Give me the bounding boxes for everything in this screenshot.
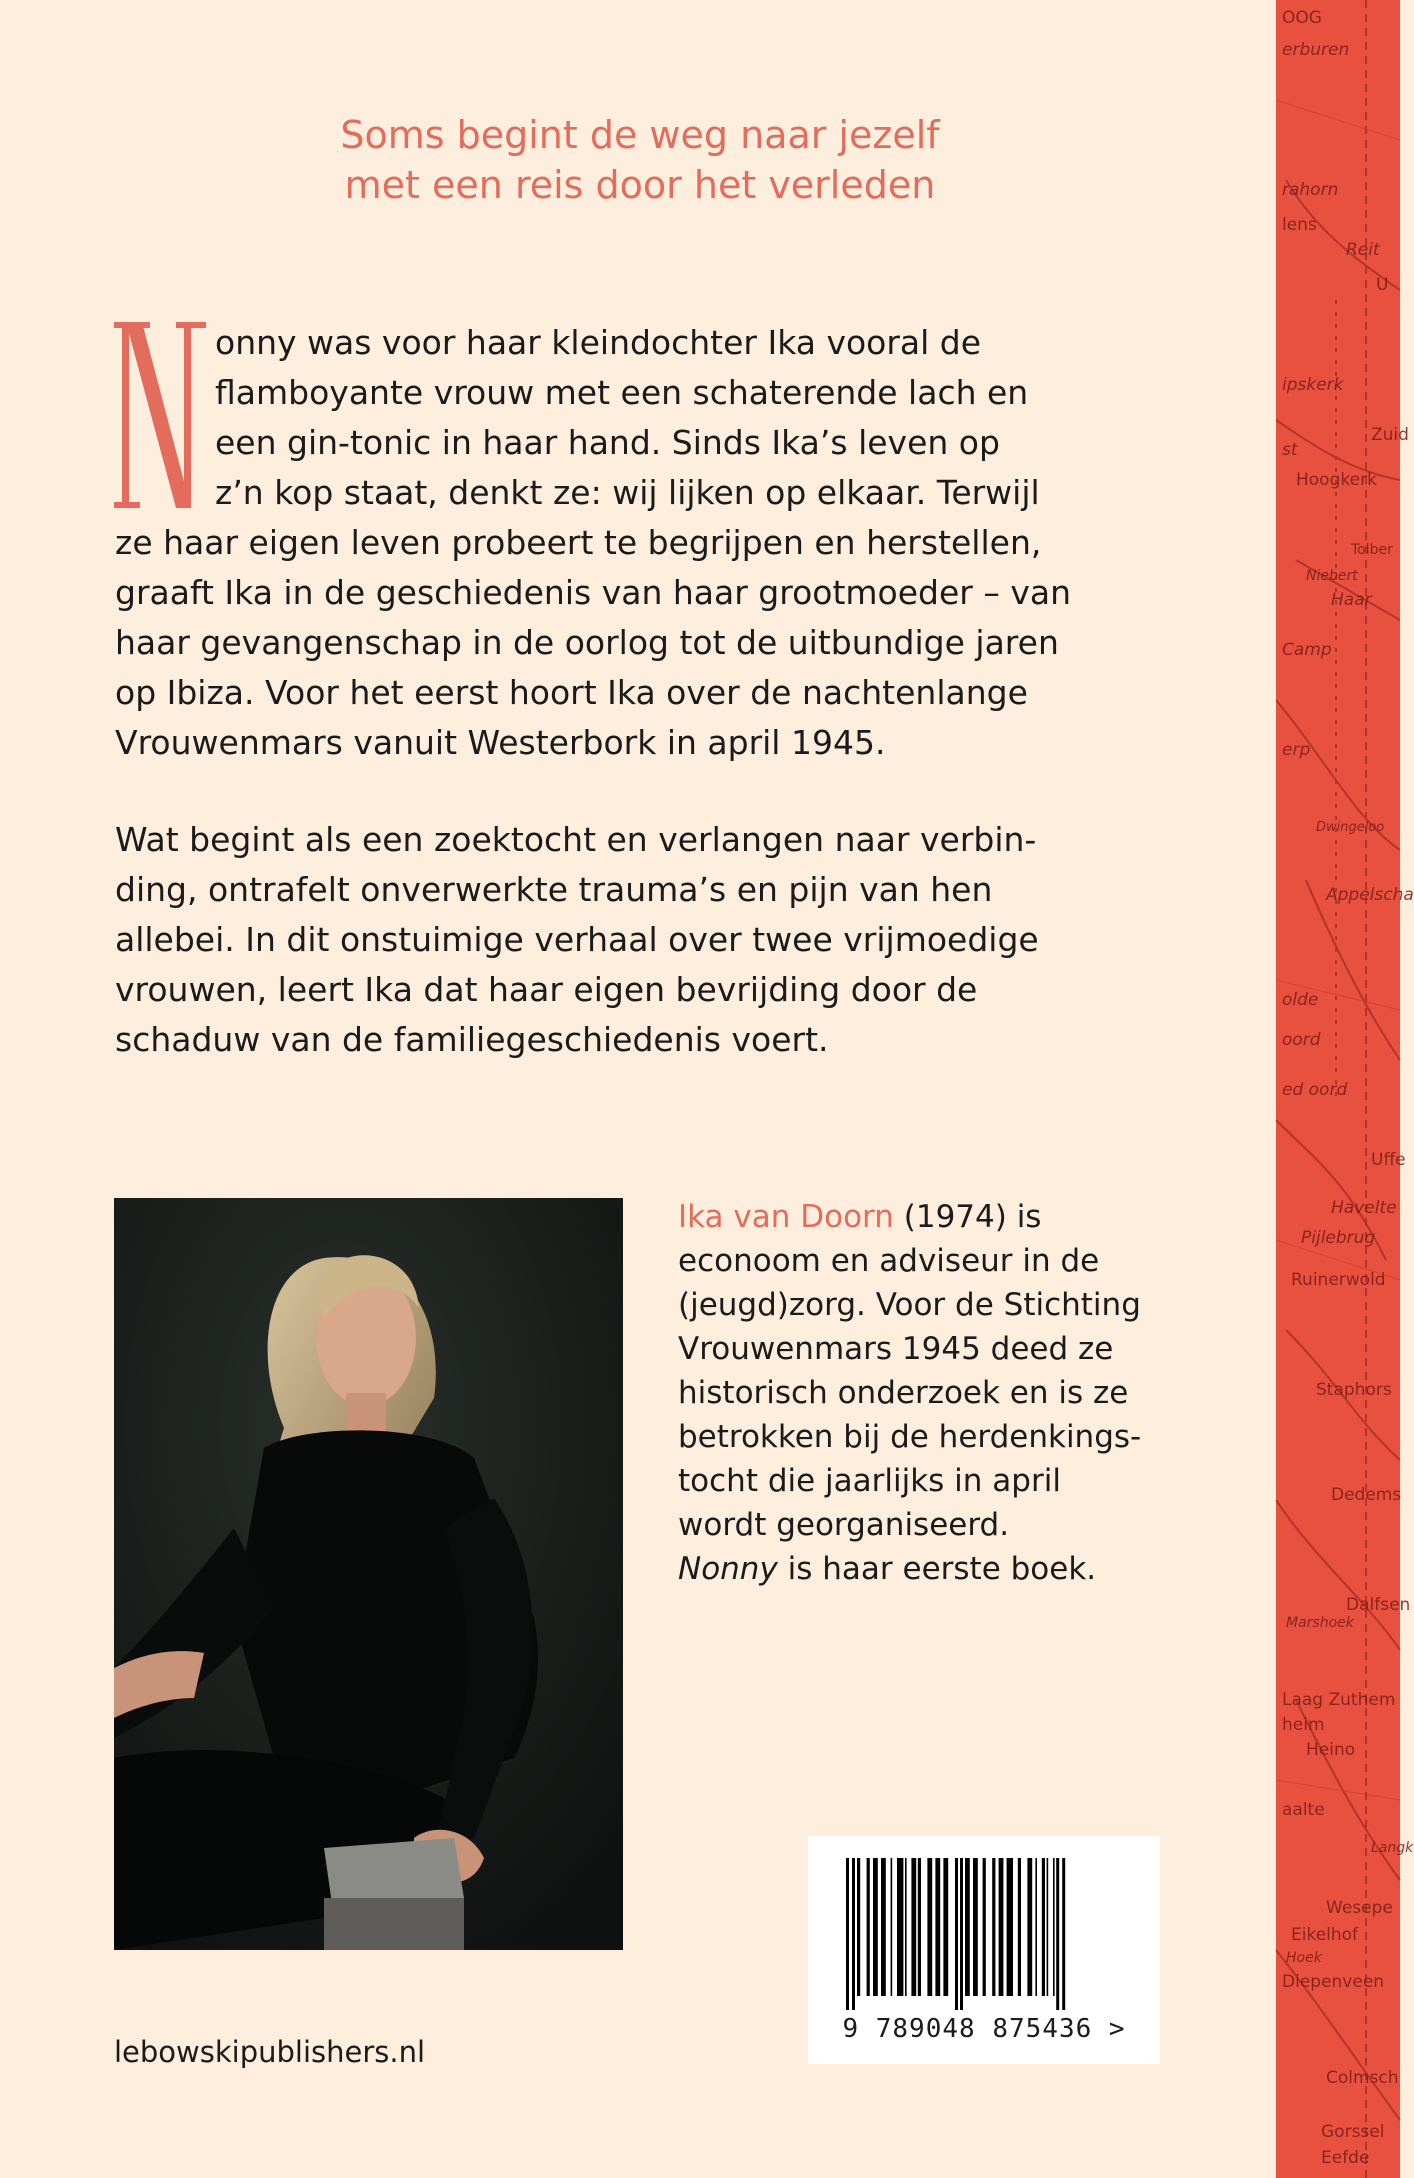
barcode-bar bbox=[857, 1858, 860, 1996]
blurb-line: schaduw van de familiegeschiedenis voert. bbox=[115, 1020, 829, 1059]
bio-line: tocht die jaarlijks in april bbox=[678, 1463, 1061, 1499]
map-label: Havelte bbox=[1331, 1198, 1397, 1218]
blurb-line: graaft Ika in de geschiedenis van haar grootmoeder – van bbox=[115, 573, 1071, 612]
blurb-line: onny was voor haar kleindochter Ika vooral de bbox=[215, 323, 982, 362]
blurb-line: Vrouwenmars vanuit Westerbork in april 1945. bbox=[115, 723, 886, 762]
bio-line: econoom en adviseur in de bbox=[678, 1243, 1100, 1279]
bio-line-rest: is haar eerste boek. bbox=[777, 1551, 1097, 1587]
map-label: Dedems bbox=[1331, 1485, 1402, 1505]
map-label: Reit bbox=[1346, 240, 1380, 260]
barcode-bar bbox=[897, 1858, 903, 1996]
author-photo bbox=[114, 1198, 623, 1950]
barcode-bar bbox=[911, 1858, 916, 1996]
tagline-line: Soms begint de weg naar jezelf bbox=[340, 113, 940, 157]
blurb-line: vrouwen, leert Ika dat haar eigen bevrijding door de bbox=[115, 970, 978, 1009]
isbn-barcode bbox=[808, 1836, 1160, 2064]
map-label: Pijlebrug bbox=[1301, 1228, 1376, 1248]
blurb-line: een gin-tonic in haar hand. Sinds Ika’s leven op bbox=[215, 423, 1000, 462]
map-label: Hoek bbox=[1286, 1950, 1322, 1966]
map-label: lens bbox=[1282, 215, 1317, 235]
tagline bbox=[140, 110, 1140, 210]
author-bio bbox=[678, 1195, 1218, 1591]
isbn-number bbox=[808, 2014, 1160, 2044]
map-label: Heino bbox=[1306, 1740, 1356, 1760]
barcode-bar bbox=[881, 1858, 886, 1996]
isbn-group-1: 789048 bbox=[875, 2014, 976, 2044]
map-label: Marshoek bbox=[1286, 1615, 1354, 1631]
barcode-bar bbox=[999, 1858, 1004, 1996]
map-label: oord bbox=[1282, 1030, 1321, 1050]
map-label: Niebert bbox=[1306, 568, 1358, 584]
barcode-bar bbox=[992, 1858, 995, 1996]
map-label: Hoogkerk bbox=[1296, 470, 1377, 490]
blurb-line: haar gevangenschap in de oorlog tot de uitbundige jaren bbox=[115, 623, 1059, 662]
map-label: st bbox=[1282, 440, 1298, 460]
barcode-bar bbox=[935, 1858, 940, 1996]
barcode-bar bbox=[1018, 1858, 1021, 1996]
map-label: Staphors bbox=[1316, 1380, 1392, 1400]
bio-line: historisch onderzoek en is ze bbox=[678, 1375, 1129, 1411]
barcode-bar bbox=[960, 1858, 963, 2010]
isbn-first-digit: 9 bbox=[842, 2014, 860, 2044]
barcode-bar bbox=[1062, 1858, 1065, 2010]
barcode-bar bbox=[927, 1858, 932, 1996]
barcode-bar bbox=[1007, 1858, 1013, 1996]
barcode-bar bbox=[873, 1858, 878, 1996]
barcode-bar bbox=[846, 1858, 849, 2010]
blurb-line: ding, ontrafelt onverwerkte trauma’s en pijn van hen bbox=[115, 870, 993, 909]
map-label: Dwingeloo bbox=[1316, 820, 1385, 835]
barcode-bar bbox=[1047, 1858, 1049, 1996]
map-label: Diepenveen bbox=[1282, 1972, 1385, 1992]
map-label: Laag Zuthem bbox=[1282, 1690, 1396, 1710]
barcode-bar bbox=[1035, 1858, 1037, 1996]
author-portrait-illustration bbox=[114, 1198, 623, 1950]
blurb-line: op Ibiza. Voor het eerst hoort Ika over de nachtenlange bbox=[115, 673, 1028, 712]
map-label: Camp bbox=[1282, 640, 1332, 660]
barcode-bar bbox=[1053, 1858, 1055, 1996]
map-label: U bbox=[1376, 275, 1389, 295]
map-strip bbox=[1276, 0, 1414, 2178]
barcode-bar bbox=[891, 1858, 893, 1996]
barcode-bar bbox=[965, 1858, 970, 1996]
barcode-bar bbox=[867, 1858, 870, 1996]
map-label: Eefde bbox=[1321, 2148, 1370, 2168]
blurb-line: flamboyante vrouw met een schaterende lach en bbox=[215, 373, 1029, 412]
map-label: heim bbox=[1282, 1715, 1325, 1735]
barcode-bar bbox=[1056, 1858, 1059, 2010]
map-label: Dalfsen bbox=[1346, 1595, 1411, 1615]
blurb-paragraph-2 bbox=[115, 815, 1165, 1065]
isbn-suffix: > bbox=[1108, 2014, 1126, 2044]
blurb-paragraph-1 bbox=[115, 318, 1165, 768]
bio-line: wordt georganiseerd. bbox=[678, 1507, 1010, 1543]
bio-line bbox=[678, 1547, 1218, 1591]
isbn-group-2: 875436 bbox=[992, 2014, 1093, 2044]
map-label: Tolber bbox=[1351, 542, 1393, 558]
barcode-bars bbox=[808, 1836, 1160, 2026]
barcode-bar bbox=[983, 1858, 986, 1996]
blurb-line: Wat begint als een zoektocht en verlangen naar verbin- bbox=[115, 820, 1037, 859]
map-label: Appelscha bbox=[1326, 885, 1414, 905]
blurb-line: allebei. In dit onstuimige verhaal over twee vrijmoedige bbox=[115, 920, 1039, 959]
barcode-bar bbox=[973, 1858, 978, 1996]
barcode-bar bbox=[955, 1858, 958, 2010]
map-label: erp bbox=[1282, 740, 1311, 760]
tagline-line: met een reis door het verleden bbox=[344, 163, 936, 207]
map-label: Langk bbox=[1371, 1840, 1414, 1856]
bio-line: (jeugd)zorg. Voor de Stichting bbox=[678, 1287, 1141, 1323]
author-name: Ika van Doorn bbox=[678, 1199, 894, 1235]
map-label: ipskerk bbox=[1282, 375, 1344, 395]
map-label: Wesepe bbox=[1326, 1898, 1393, 1918]
book-title: Nonny bbox=[678, 1551, 778, 1587]
barcode-bar bbox=[943, 1858, 948, 1996]
barcode-bar bbox=[918, 1858, 921, 1996]
map-label: Gorssel bbox=[1321, 2122, 1385, 2142]
publisher-website: lebowskipublishers.nl bbox=[114, 2035, 426, 2069]
map-label: Colmsch bbox=[1326, 2068, 1399, 2088]
map-label: rahorn bbox=[1282, 180, 1339, 200]
map-label: Uffe bbox=[1371, 1150, 1406, 1170]
bio-line-rest: (1974) is bbox=[893, 1199, 1042, 1235]
barcode-bar bbox=[905, 1858, 907, 1996]
drop-cap-text: N bbox=[160, 442, 161, 443]
map-label: Eikelhof bbox=[1291, 1925, 1359, 1945]
map-label: Zuid bbox=[1371, 425, 1409, 445]
bio-line bbox=[678, 1195, 1218, 1239]
barcode-bar bbox=[852, 1858, 855, 2010]
blurb-line: z’n kop staat, denkt ze: wij lijken op elkaar. Terwijl bbox=[215, 473, 1040, 512]
barcode-bar bbox=[1042, 1858, 1045, 1996]
barcode-bar bbox=[1027, 1858, 1032, 1996]
blurb-line: ze haar eigen leven probeert te begrijpen en herstellen, bbox=[115, 523, 1042, 562]
map-label: Ruinerwold bbox=[1291, 1270, 1386, 1290]
map-label: olde bbox=[1282, 990, 1319, 1010]
map-label: OOG bbox=[1282, 8, 1322, 28]
bio-line: betrokken bij de herdenkings- bbox=[678, 1419, 1142, 1455]
map-label: Haar bbox=[1331, 590, 1372, 610]
map-label: erburen bbox=[1282, 40, 1350, 60]
map-label: ed oord bbox=[1282, 1080, 1348, 1100]
map-label: aalte bbox=[1282, 1800, 1325, 1820]
bio-line: Vrouwenmars 1945 deed ze bbox=[678, 1331, 1114, 1367]
